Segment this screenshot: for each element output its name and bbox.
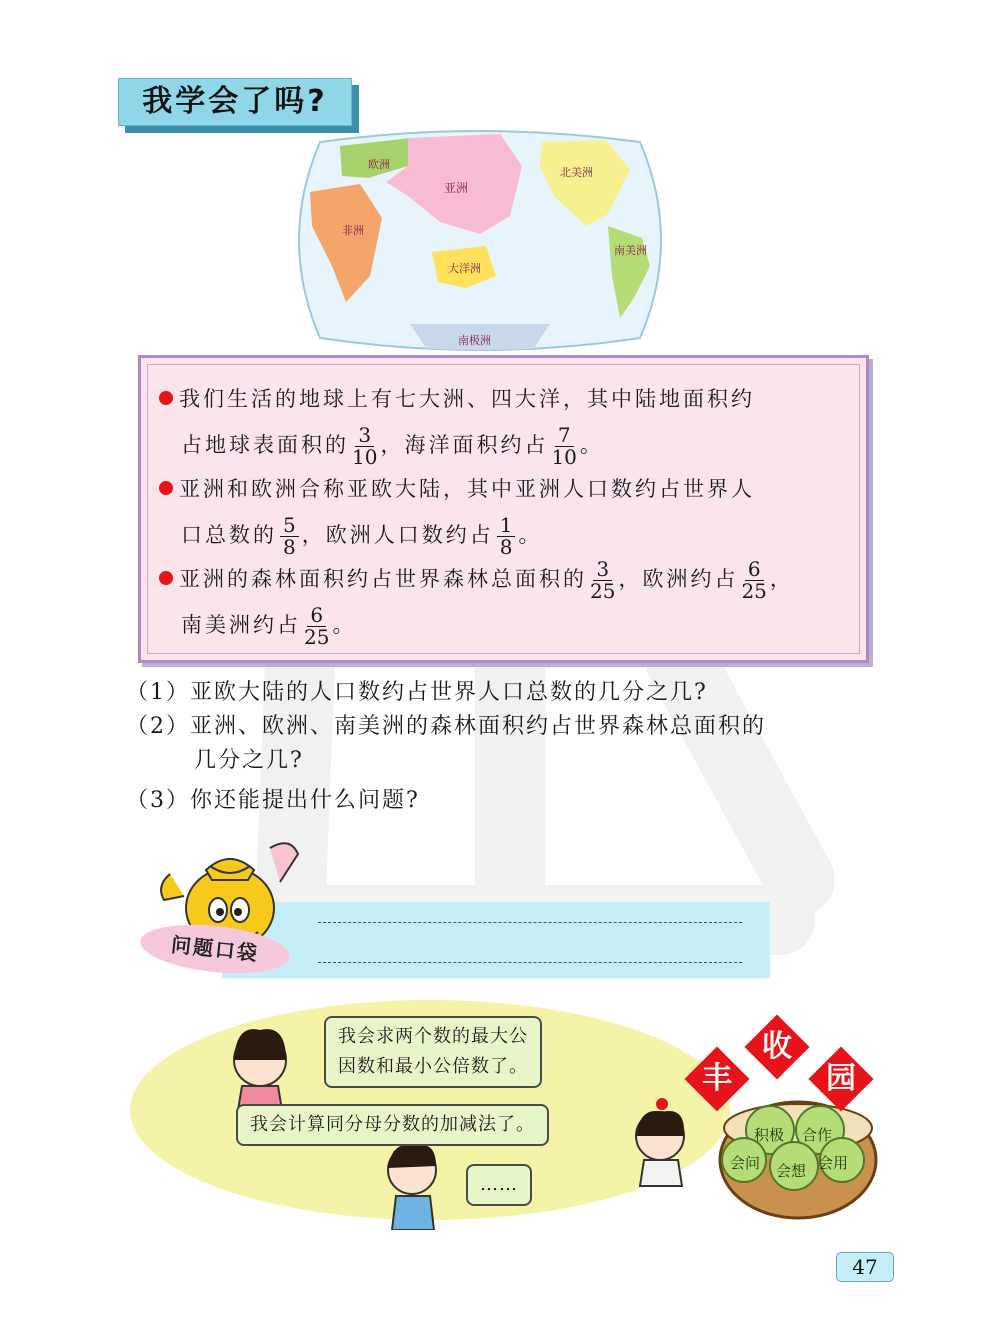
fact-text: ，欧洲约占 — [618, 567, 739, 591]
fact-text: 占地球表面积的 — [181, 433, 349, 457]
map-label-europe: 欧洲 — [368, 158, 390, 171]
answer-line[interactable] — [318, 962, 742, 963]
page-number: 47 — [836, 1252, 894, 1282]
harvest-title-char: 丰 — [702, 1061, 732, 1096]
question-1 — [126, 676, 708, 710]
bubble-text: 因数和最小公倍数了。 — [338, 1056, 528, 1077]
bullet-dot — [159, 571, 173, 585]
question-number: （2） — [126, 714, 190, 739]
map-label-antarctica: 南极洲 — [458, 334, 491, 347]
world-map — [290, 126, 670, 354]
fraction: $\frac{6}{25}$ — [304, 603, 330, 649]
fact-text: 南美洲约占 — [181, 613, 301, 637]
speech-bubble — [236, 1104, 549, 1146]
fraction: $\frac{7}{10}$ — [551, 423, 577, 469]
fraction: $\frac{3}{25}$ — [590, 557, 616, 603]
fraction: $\frac{3}{10}$ — [352, 423, 378, 469]
basket-word: 会想 — [776, 1162, 807, 1180]
fact-text: ， — [769, 567, 794, 591]
basket-word: 会用 — [818, 1154, 849, 1172]
question-text: 亚欧大陆的人口数约占世界人口总数的几分之几? — [190, 680, 708, 705]
question-2 — [126, 710, 766, 778]
question-number: （3） — [126, 788, 190, 813]
fact-text: 亚洲的森林面积约占世界森林总面积的 — [179, 567, 587, 591]
map-label-south-america: 南美洲 — [614, 244, 647, 257]
basket-word: 积极 — [754, 1126, 785, 1144]
girl-figure — [234, 1029, 286, 1110]
fraction: $\frac{6}{25}$ — [741, 557, 767, 603]
map-label-oceania: 大洋洲 — [448, 262, 481, 275]
fraction: $\frac{5}{8}$ — [280, 515, 299, 558]
harvest-title-char: 园 — [826, 1061, 856, 1096]
fact-text: ，欧洲人口数约占 — [301, 523, 494, 547]
map-label-north-america: 北美洲 — [560, 166, 593, 179]
speech-bubble — [324, 1016, 542, 1088]
basket-word: 合作 — [802, 1126, 833, 1144]
fact-item — [159, 466, 755, 558]
fact-text: 口总数的 — [181, 523, 277, 547]
question-3 — [126, 784, 420, 818]
question-number: （1） — [126, 680, 190, 705]
bubble-text: 我会计算同分母分数的加减法了。 — [250, 1114, 535, 1135]
fact-text: 亚洲和欧洲合称亚欧大陆，其中亚洲人口数约占世界人 — [179, 477, 755, 501]
basket-word: 会问 — [730, 1154, 761, 1172]
fact-text: 。 — [332, 613, 357, 637]
fact-item — [159, 376, 755, 468]
question-pocket-label: 问题口袋 — [138, 918, 292, 979]
fact-text: ，海洋面积约占 — [380, 433, 549, 457]
fact-text: 我们生活的地球上有七大洲、四大洋，其中陆地面积约 — [179, 387, 755, 411]
question-continuation: 几分之几? — [194, 748, 304, 773]
section-title: 我学会了吗? — [118, 78, 352, 126]
bubble-text: 我会求两个数的最大公 — [338, 1026, 528, 1047]
bubble-text: …… — [480, 1174, 518, 1195]
map-label-asia: 亚洲 — [444, 181, 469, 195]
fact-text: 。 — [579, 433, 604, 457]
fact-text: 。 — [518, 523, 543, 547]
harvest-title-char: 收 — [762, 1029, 792, 1064]
bullet-dot — [159, 481, 173, 495]
question-text: 亚洲、欧洲、南美洲的森林面积约占世界森林总面积的 — [190, 714, 767, 739]
speech-bubble — [466, 1164, 532, 1206]
question-text: 你还能提出什么问题? — [190, 788, 420, 813]
facts-box — [138, 355, 869, 663]
bullet-dot — [159, 391, 173, 405]
boy-figure — [388, 1145, 436, 1230]
fraction: $\frac{1}{8}$ — [497, 515, 516, 558]
answer-line[interactable] — [318, 922, 742, 923]
fact-item — [159, 556, 794, 648]
map-label-africa: 非洲 — [342, 224, 364, 237]
